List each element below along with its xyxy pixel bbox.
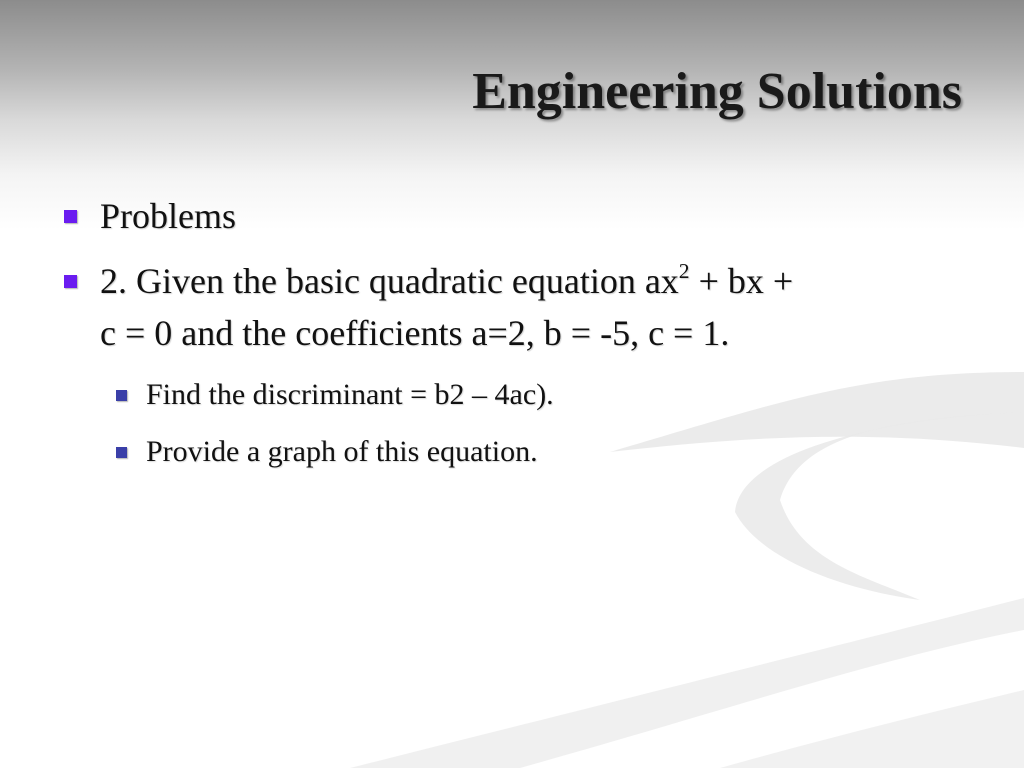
sub-bullet-text: Find the discriminant = b2 – 4ac).: [146, 378, 554, 411]
sub-bullet-graph: [116, 432, 538, 472]
square-bullet-icon: [64, 210, 77, 223]
bullet-text: [100, 255, 964, 359]
sub-bullet-text: Provide a graph of this equation.: [146, 435, 538, 468]
swirl-band-upper: [610, 372, 1024, 452]
square-bullet-icon: [64, 275, 77, 288]
slide-title: Engineering Solutions: [472, 63, 962, 120]
square-bullet-icon: [116, 447, 127, 458]
swirl-band-bottom: [720, 690, 1024, 768]
exponent: 2: [678, 258, 690, 283]
bullet-problems: [64, 190, 236, 242]
coefficients-text: c = 0 and the coefficients a=2, b = -5, c = 1.: [100, 313, 730, 353]
bullet-text: Problems: [100, 196, 237, 236]
square-bullet-icon: [116, 390, 127, 401]
equation-text-end: + bx +: [689, 261, 794, 301]
equation-text-start: 2. Given the basic quadratic equation ax: [100, 261, 679, 301]
bullet-quadratic-problem: [64, 255, 964, 359]
sub-bullet-discriminant: [116, 375, 554, 415]
